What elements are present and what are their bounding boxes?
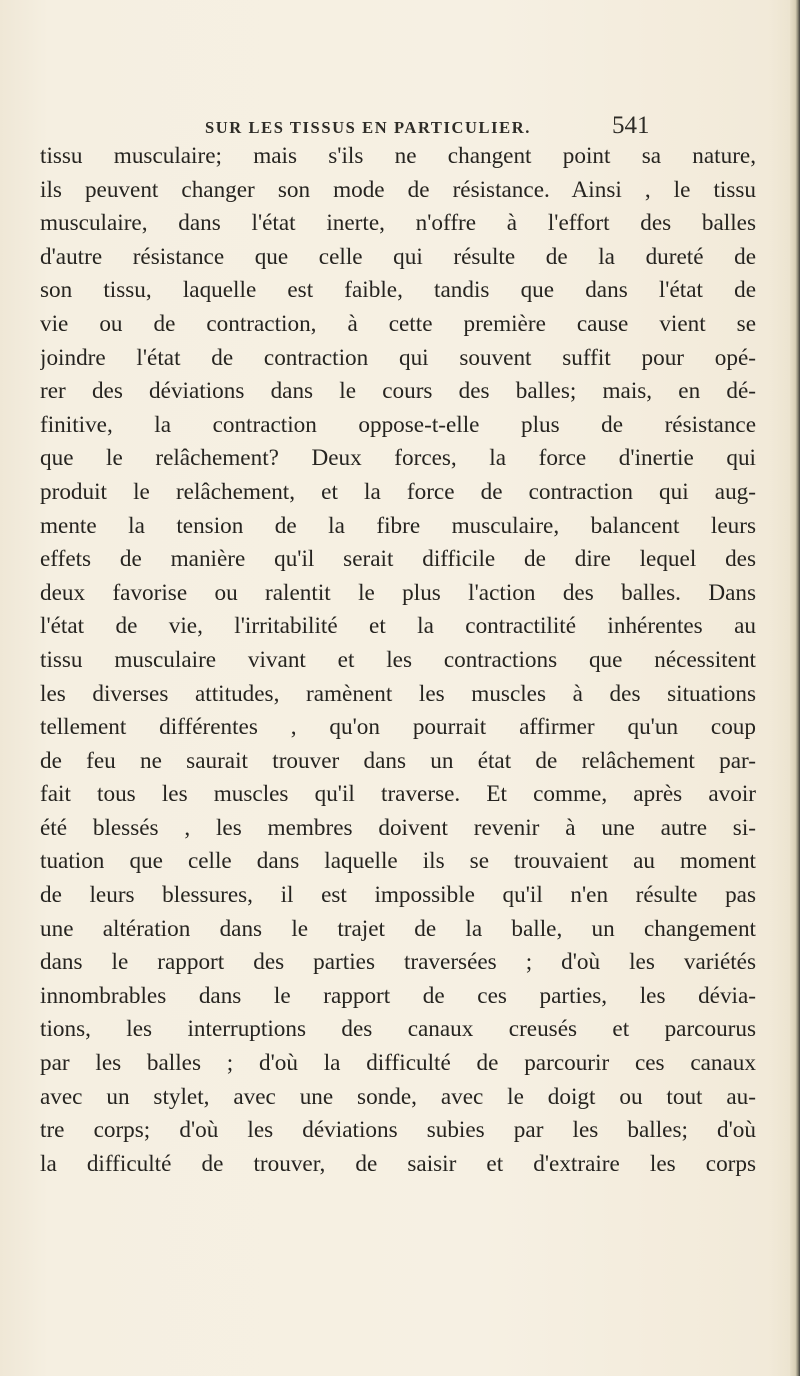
text-line: vie ou de contraction, à cette première cause vient se (40, 310, 756, 337)
page-edge (790, 0, 800, 1376)
text-line: l'état de vie, l'irritabilité et la contractilité inhérentes au (40, 613, 756, 640)
text-line: tissu musculaire vivant et les contractions que nécessitent (40, 646, 756, 673)
text-line: mente la tension de la fibre musculaire, balancent leurs (40, 512, 756, 539)
text-line: été blessés , les membres doivent revenir à une autre si- (40, 814, 756, 841)
text-line: une altération dans le trajet de la balle, un changement (40, 915, 756, 942)
text-line: tissu musculaire; mais s'ils ne changent point sa nature, (40, 143, 756, 169)
text-line: son tissu, laquelle est faible, tandis que dans l'état de (40, 277, 756, 304)
text-line: d'autre résistance que celle qui résulte de la dureté de (40, 243, 756, 270)
text-line: tions, les interruptions des canaux creusés et parcourus (40, 1016, 756, 1043)
text-line: effets de manière qu'il serait difficile de dire lequel des (40, 546, 756, 573)
text-line: ils peuvent changer son mode de résistance. Ainsi , le tissu (40, 176, 756, 203)
text-line: fait tous les muscles qu'il traverse. Et comme, après avoir (40, 781, 756, 808)
text-line: dans le rapport des parties traversées ; d'où les variétés (40, 949, 756, 976)
text-line: tuation que celle dans laquelle ils se trouvaient au moment (40, 848, 756, 875)
text-line: joindre l'état de contraction qui souvent suffit pour opé- (40, 344, 756, 371)
text-line: de feu ne saurait trouver dans un état de relâchement par- (40, 747, 756, 774)
text-line: tre corps; d'où les déviations subies par les balles; d'où (40, 1117, 756, 1144)
running-head-title: SUR LES TISSUS EN PARTICULIER. (204, 118, 532, 137)
text-line: rer des déviations dans le cours des balles; mais, en dé- (40, 378, 756, 405)
text-line: par les balles ; d'où la difficulté de parcourir ces canaux (40, 1050, 756, 1077)
text-line: finitive, la contraction oppose-t-elle plus de résistance (40, 411, 756, 438)
text-line: la difficulté de trouver, de saisir et d'extraire les corps (40, 1150, 756, 1177)
text-line: les diverses attitudes, ramènent les muscles à des situations (40, 680, 756, 707)
text-line: innombrables dans le rapport de ces parties, les dévia- (40, 982, 756, 1009)
text-line: de leurs blessures, il est impossible qu'il n'en résulte pas (40, 882, 756, 909)
page-number: 541 (612, 112, 650, 139)
body-text (40, 140, 756, 1181)
text-line: deux favorise ou ralentit le plus l'action des balles. Dans (40, 579, 756, 606)
text-line: musculaire, dans l'état inerte, n'offre à l'effort des balles (40, 210, 756, 237)
text-line: produit le relâchement, et la force de contraction qui aug- (40, 478, 756, 505)
text-line: tellement différentes , qu'on pourrait affirmer qu'un coup (40, 714, 756, 741)
text-line: avec un stylet, avec une sonde, avec le doigt ou tout au- (40, 1083, 756, 1110)
text-line: que le relâchement? Deux forces, la force d'inertie qui (40, 445, 756, 472)
